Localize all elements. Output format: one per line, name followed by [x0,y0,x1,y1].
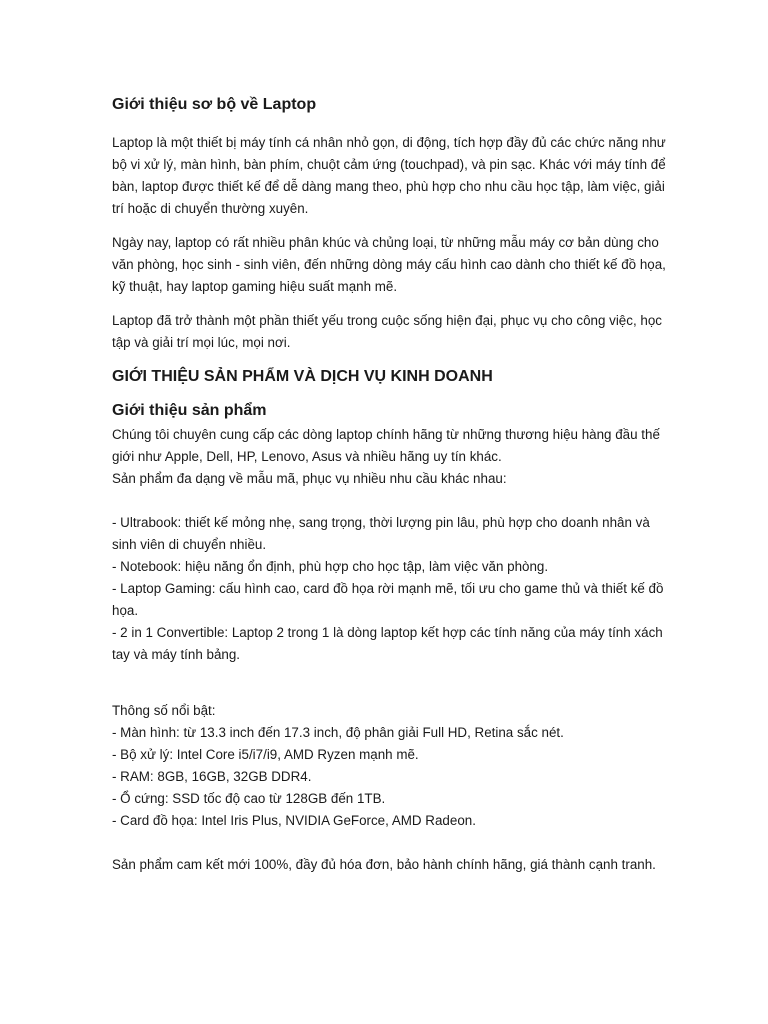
spec-gpu: - Card đồ họa: Intel Iris Plus, NVIDIA GeForce, AMD Radeon. [112,813,476,828]
section-title-laptop-intro: Giới thiệu sơ bộ về Laptop [112,96,317,113]
spacer [112,666,668,700]
spacer [112,832,668,854]
spec-storage: - Ổ cứng: SSD tốc độ cao từ 128GB đến 1TB. [112,791,386,806]
products-intro: Chúng tôi chuyên cung cấp các dòng laptop chính hãng từ những thương hiệu hàng đầu thế giới như Apple, Dell, HP, Lenovo, Asus và nhiều hãng uy tín khác. [112,427,660,464]
product-type-notebook: - Notebook: hiệu năng ổn định, phù hợp cho học tập, làm việc văn phòng. [112,559,549,574]
paragraph-laptop-definition: Laptop là một thiết bị máy tính cá nhân nhỏ gọn, di động, tích hợp đầy đủ các chức năng như bộ vi xử lý, màn hình, bàn phím, chuột cảm ứng (touchpad), và pin sạc. Khác với máy tính để bàn, laptop được thiết kế để dễ dàng mang theo, phù hợp cho nhu cầu học tập, làm việc, giải trí hoặc di chuyển thường xuyên. [112,135,666,216]
section-title-products-services: GIỚI THIỆU SẢN PHẨM VÀ DỊCH VỤ KINH DOANH [112,368,493,385]
product-type-ultrabook: - Ultrabook: thiết kế mỏng nhẹ, sang trọng, thời lượng pin lâu, phù hợp cho doanh nhân và sinh viên di chuyển nhiều. [112,515,650,552]
paragraph-laptop-segments: Ngày nay, laptop có rất nhiều phân khúc và chủng loại, từ những mẫu máy cơ bản dùng cho văn phòng, học sinh - sinh viên, đến những dòng máy cấu hình cao dành cho thiết kế đồ họa, kỹ thuật, hay laptop gaming hiệu suất mạnh mẽ. [112,235,666,294]
spec-cpu: - Bộ xử lý: Intel Core i5/i7/i9, AMD Ryzen mạnh mẽ. [112,747,419,762]
spec-screen: - Màn hình: từ 13.3 inch đến 17.3 inch, độ phân giải Full HD, Retina sắc nét. [112,725,564,740]
product-type-gaming: - Laptop Gaming: cấu hình cao, card đồ họa rời mạnh mẽ, tối ưu cho game thủ và thiết kế đồ họa. [112,581,664,618]
product-type-convertible: - 2 in 1 Convertible: Laptop 2 trong 1 là dòng laptop kết hợp các tính năng của máy tính xách tay và máy tính bảng. [112,625,663,662]
specs-title: Thông số nổi bật: [112,703,216,718]
commitment-statement: Sản phẩm cam kết mới 100%, đầy đủ hóa đơn, bảo hành chính hãng, giá thành cạnh tranh. [112,857,656,872]
subsection-title-products: Giới thiệu sản phẩm [112,402,267,419]
spec-ram: - RAM: 8GB, 16GB, 32GB DDR4. [112,769,312,784]
products-variety: Sản phẩm đa dạng về mẫu mã, phục vụ nhiều nhu cầu khác nhau: [112,471,507,486]
paragraph-laptop-essential: Laptop đã trở thành một phần thiết yếu trong cuộc sống hiện đại, phục vụ cho công việc, học tập và giải trí mọi lúc, mọi nơi. [112,313,662,350]
spacer [112,490,668,512]
